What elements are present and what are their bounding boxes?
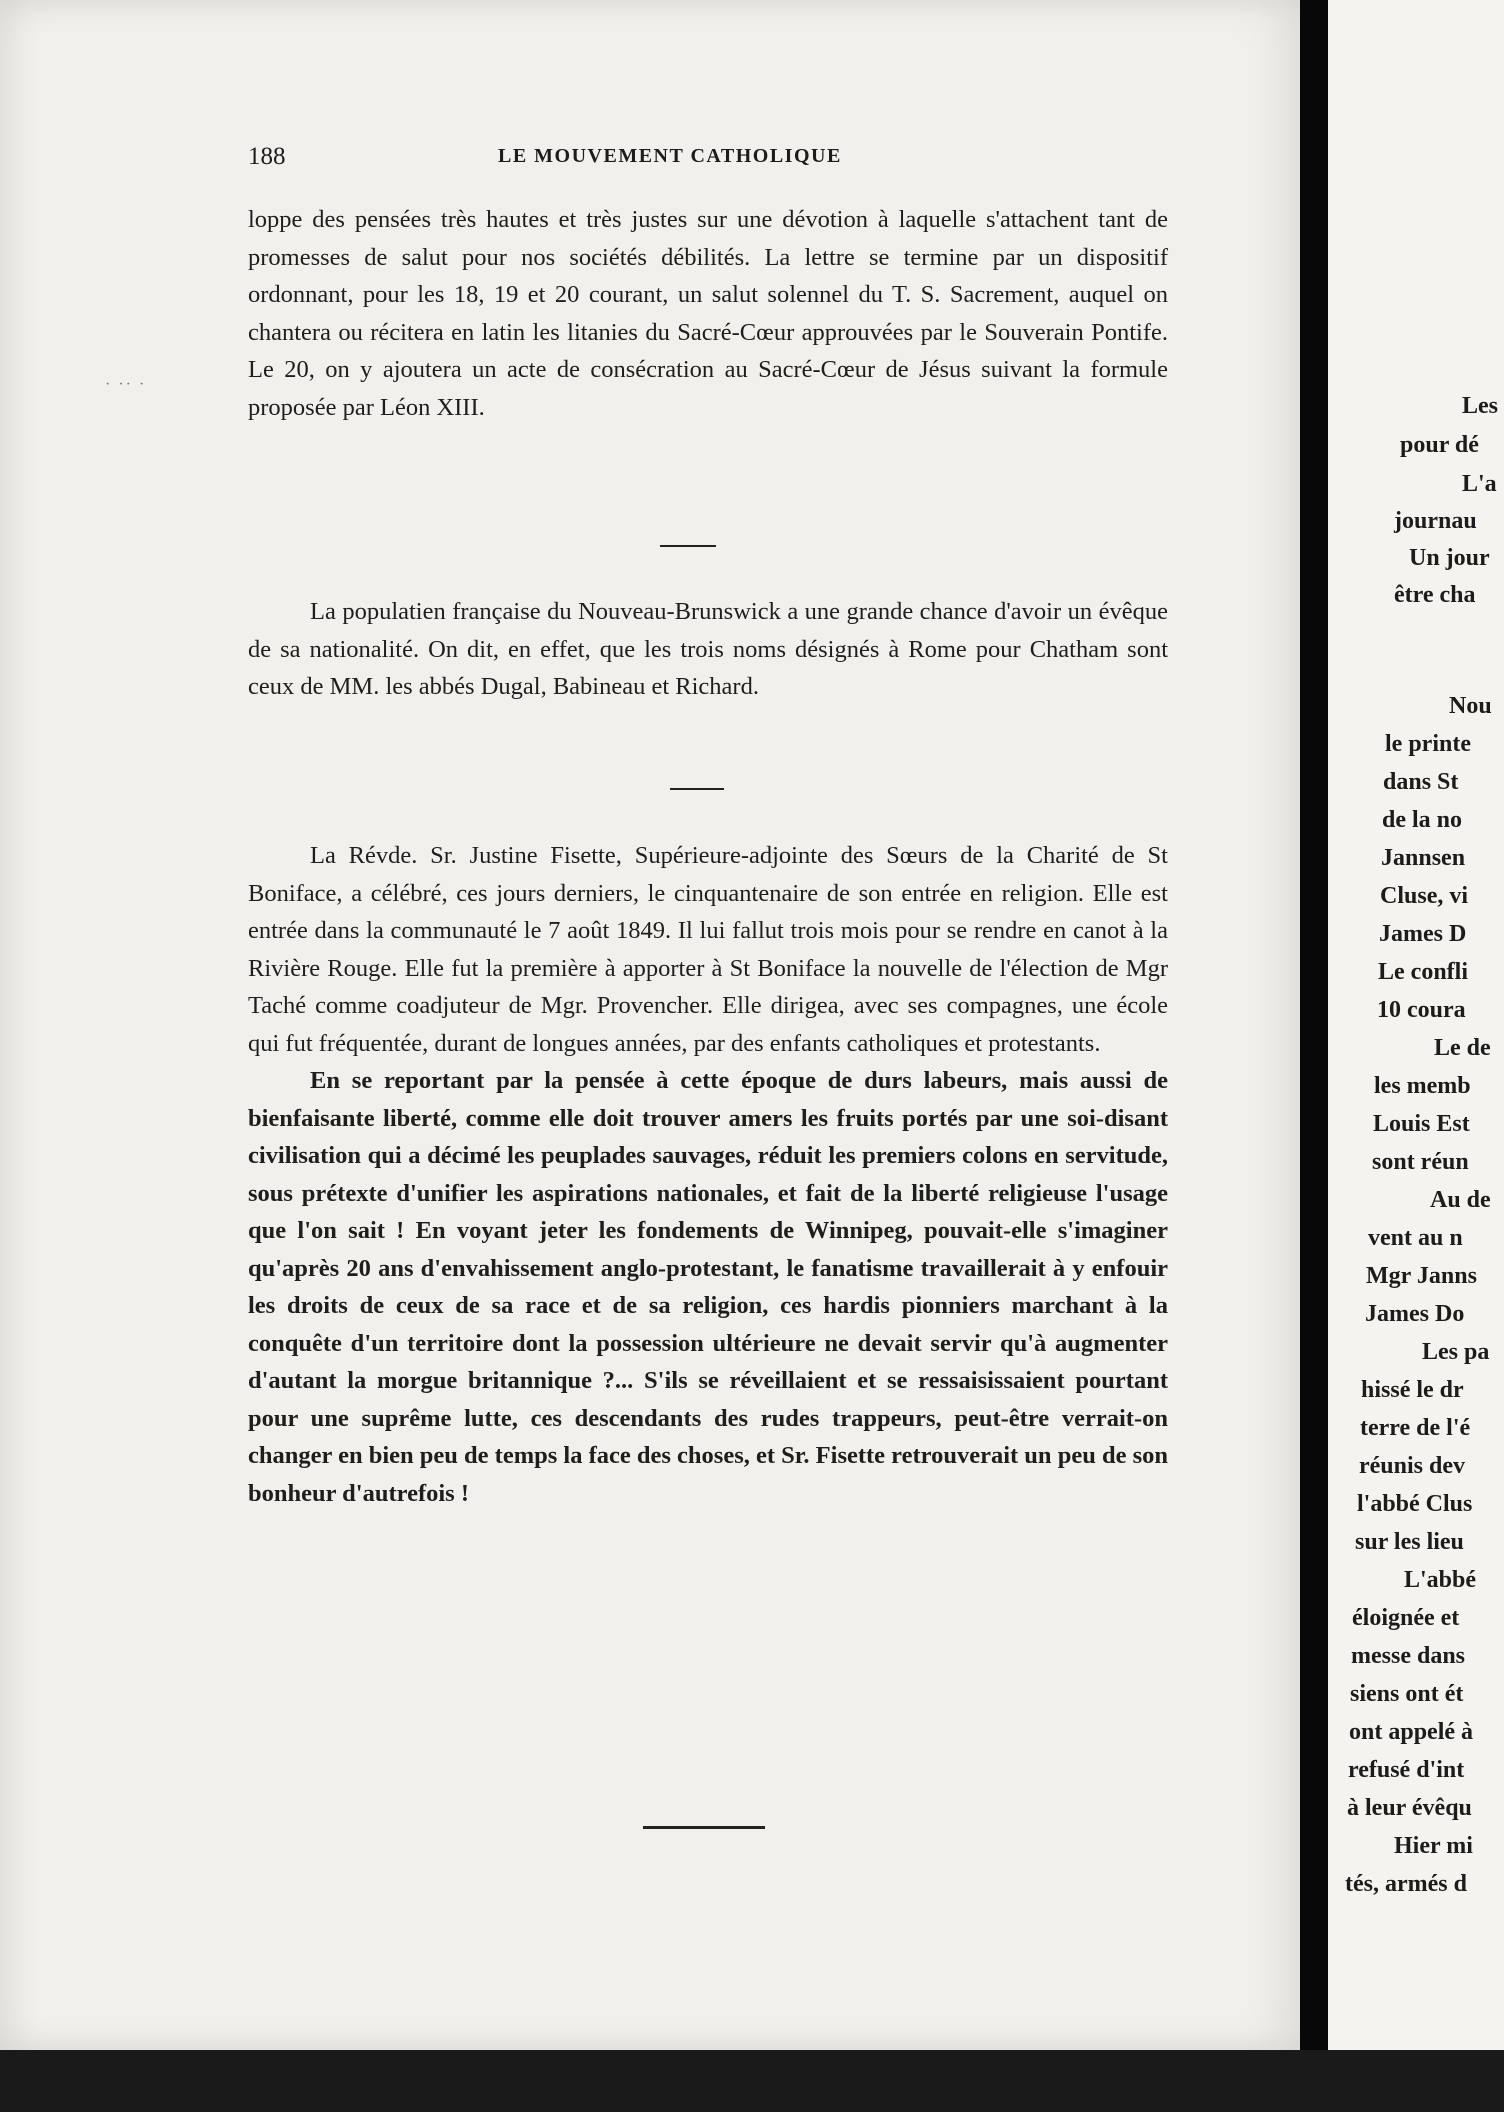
right-page-line: L'a [1462,471,1497,497]
right-page-line: être cha [1394,582,1476,608]
right-page-line: Le de [1434,1035,1491,1061]
page-number: 188 [248,143,286,170]
right-page-line: Nou [1449,693,1492,719]
right-page-line: l'abbé Clus [1357,1491,1473,1517]
right-page-line: messe dans [1351,1643,1466,1669]
right-page-line: éloignée et [1352,1605,1460,1631]
paragraph-text: La populatien française du Nouveau-Brunswick a une grande chance d'avoir un évêque de sa nationalité. On dit, en effet, que les trois noms désignés à Rome pour Chatham sont ceux de MM. les abbés Dugal, Babineau et Richard. [248,598,1168,700]
right-page-line: les memb [1374,1073,1471,1099]
right-page-line: siens ont ét [1350,1681,1464,1707]
right-page-line: James Do [1365,1301,1465,1327]
right-page-line: Les pa [1422,1339,1490,1365]
paragraph-text: La Révde. Sr. Justine Fisette, Supérieure-adjointe des Sœurs de la Charité de St Boniface, a célébré, ces jours derniers, le cinquantenaire de son entrée en religion. Elle est entrée dans la communauté le 7 août 1849. Il lui fallut trois mois pour se rendre en canot à la Rivière Rouge. Elle fut la première à apporter à St Boniface la nouvelle de l'élection de Mgr Taché comme coadjuteur de Mgr. Provencher. Elle dirigea, avec ses compagnes, une école qui fut fréquentée, durant de longues années, par des enfants catholiques et protestants. [248,842,1168,1057]
right-page-line: Cluse, vi [1380,883,1469,909]
right-page-line: Un jour [1409,545,1490,571]
right-page-line: pour dé [1400,432,1479,458]
end-divider [643,1826,765,1829]
section-divider [660,545,716,547]
paragraph-text: En se reportant par la pensée à cette époque de durs labeurs, mais aussi de bienfaisante liberté, comme elle doit trouver amers les fruits portés par une soi-disant civilisation qui a décimé les peuplades sauvages, réduit les premiers colons en servitude, sous prétexte d'unifier les aspirations nationales, et fait de la liberté religieuse l'usage que l'on sait ! En voyant jeter les fondements de Winnipeg, pouvait-elle s'imaginer qu'après 20 ans d'envahissement anglo-protestant, le fanatisme travaillerait à y enfouir les droits de ceux de sa race et de sa religion, ces hardis pionniers marchant à la conquête d'un territoire dont la possession ultérieure ne devait servir qu'à augmenter d'autant la morgue britannique ?... S'ils se réveillaient et se ressaisissaient pourtant pour une suprême lutte, ces descendants des rudes trappeurs, peut-être verrait-on changer en bien peu de temps la face des choses, et Sr. Fisette retrouverait un peu de son bonheur d'autrefois ! [248,1067,1168,1507]
paragraph-fisette [248,837,1168,1512]
right-page-line: réunis dev [1359,1453,1466,1479]
running-title: LE MOUVEMENT CATHOLIQUE [498,145,842,167]
right-page-line: Au de [1430,1187,1491,1213]
paragraph-devotion [248,201,1168,426]
right-page-line: tés, armés d [1345,1871,1467,1897]
paragraph-text: loppe des pensées très hautes et très justes sur une dévotion à laquelle s'attachent tant de promesses de salut pour nos sociétés débilités. La lettre se termine par un dispositif ordonnant, pour les 18, 19 et 20 courant, un salut solennel du T. S. Sacrement, auquel on chantera ou récitera en latin les litanies du Sacré-Cœur approuvées par le Souverain Pontife. Le 20, on y ajoutera un acte de consécration au Sacré-Cœur de Jésus suivant la formule proposée par Léon XIII. [248,206,1168,421]
right-page-line: à leur évêqu [1347,1795,1472,1821]
right-page-line: ont appelé à [1349,1719,1474,1745]
right-page-line: Mgr Janns [1366,1263,1477,1289]
right-page-line: Les [1462,393,1498,419]
right-page-line: hissé le dr [1361,1377,1464,1403]
scan-bottom-edge [0,2050,1504,2112]
right-page-line: L'abbé [1404,1567,1477,1593]
right-page-line: Jannsen [1381,845,1466,871]
right-page-line: le printe [1385,731,1471,757]
right-page-line: sont réun [1372,1149,1469,1175]
paragraph-nouveau-brunswick [248,593,1168,706]
right-page-line: de la no [1382,807,1463,833]
right-page-line: Le confli [1378,959,1468,985]
margin-mark: · ·· · [105,376,147,393]
right-page-line: journau [1394,508,1477,534]
right-page-line: refusé d'int [1348,1757,1465,1783]
right-page-line: James D [1379,921,1467,947]
right-page-line: terre de l'é [1360,1415,1471,1441]
book-spine [1300,0,1328,2112]
right-page-line: dans St [1383,769,1459,795]
right-page-line: vent au n [1368,1225,1463,1251]
right-page-line: sur les lieu [1355,1529,1464,1555]
section-divider [670,788,724,790]
page-header [248,143,1168,175]
right-page-line: Hier mi [1394,1833,1473,1859]
right-page [1328,0,1504,2050]
right-page-line: Louis Est [1373,1111,1470,1137]
right-page-line: 10 coura [1377,997,1466,1023]
